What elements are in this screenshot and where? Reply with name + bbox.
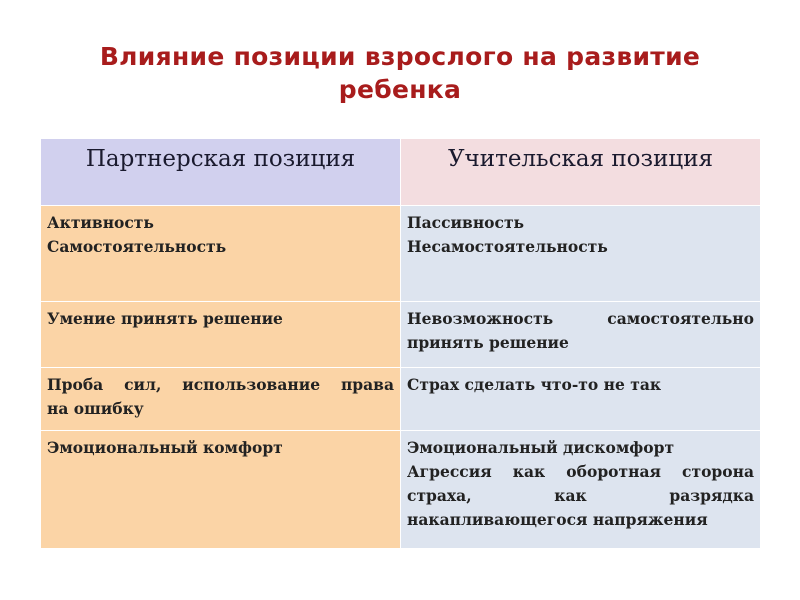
slide-title <box>60 40 740 106</box>
slide-title-line-2: ребенка <box>338 75 462 104</box>
cell-partner <box>41 431 401 549</box>
table-row <box>41 302 761 368</box>
cell-partner <box>41 302 401 368</box>
header-partner-position <box>41 139 401 206</box>
cell-line: Самостоятельность <box>47 237 227 256</box>
cell-line: страха, как разрядка <box>407 486 754 505</box>
table-row <box>41 368 761 431</box>
cell-teacher <box>401 368 761 431</box>
table-row <box>41 206 761 302</box>
cell-line: накапливающегося напряжения <box>407 510 708 529</box>
table-header-row <box>41 139 761 206</box>
cell-partner <box>41 368 401 431</box>
cell-partner <box>41 206 401 302</box>
header-partner-label: Партнерская позиция <box>85 146 356 172</box>
cell-line: Проба сил, использование права <box>47 375 394 394</box>
header-teacher-position <box>401 139 761 206</box>
header-teacher-label: Учительская позиция <box>447 146 714 172</box>
slide-title-line-1: Влияние позиции взрослого на развитие <box>99 42 701 71</box>
cell-line: Страх сделать что-то не так <box>407 375 662 394</box>
cell-teacher <box>401 431 761 549</box>
cell-line: Невозможность самостоятельно <box>407 309 754 328</box>
table-row <box>41 431 761 549</box>
cell-line: Несамостоятельность <box>407 237 608 256</box>
cell-line: Умение принять решение <box>47 309 283 328</box>
cell-line: Агрессия как оборотная сторона <box>407 462 754 481</box>
cell-line: Активность <box>47 213 154 232</box>
cell-teacher <box>401 302 761 368</box>
cell-line: принять решение <box>407 333 569 352</box>
cell-line: на ошибку <box>47 399 144 418</box>
cell-line: Эмоциональный дискомфорт <box>407 438 675 457</box>
cell-line: Пассивность <box>407 213 525 232</box>
cell-teacher <box>401 206 761 302</box>
cell-line: Эмоциональный комфорт <box>47 438 283 457</box>
comparison-table <box>40 138 761 549</box>
